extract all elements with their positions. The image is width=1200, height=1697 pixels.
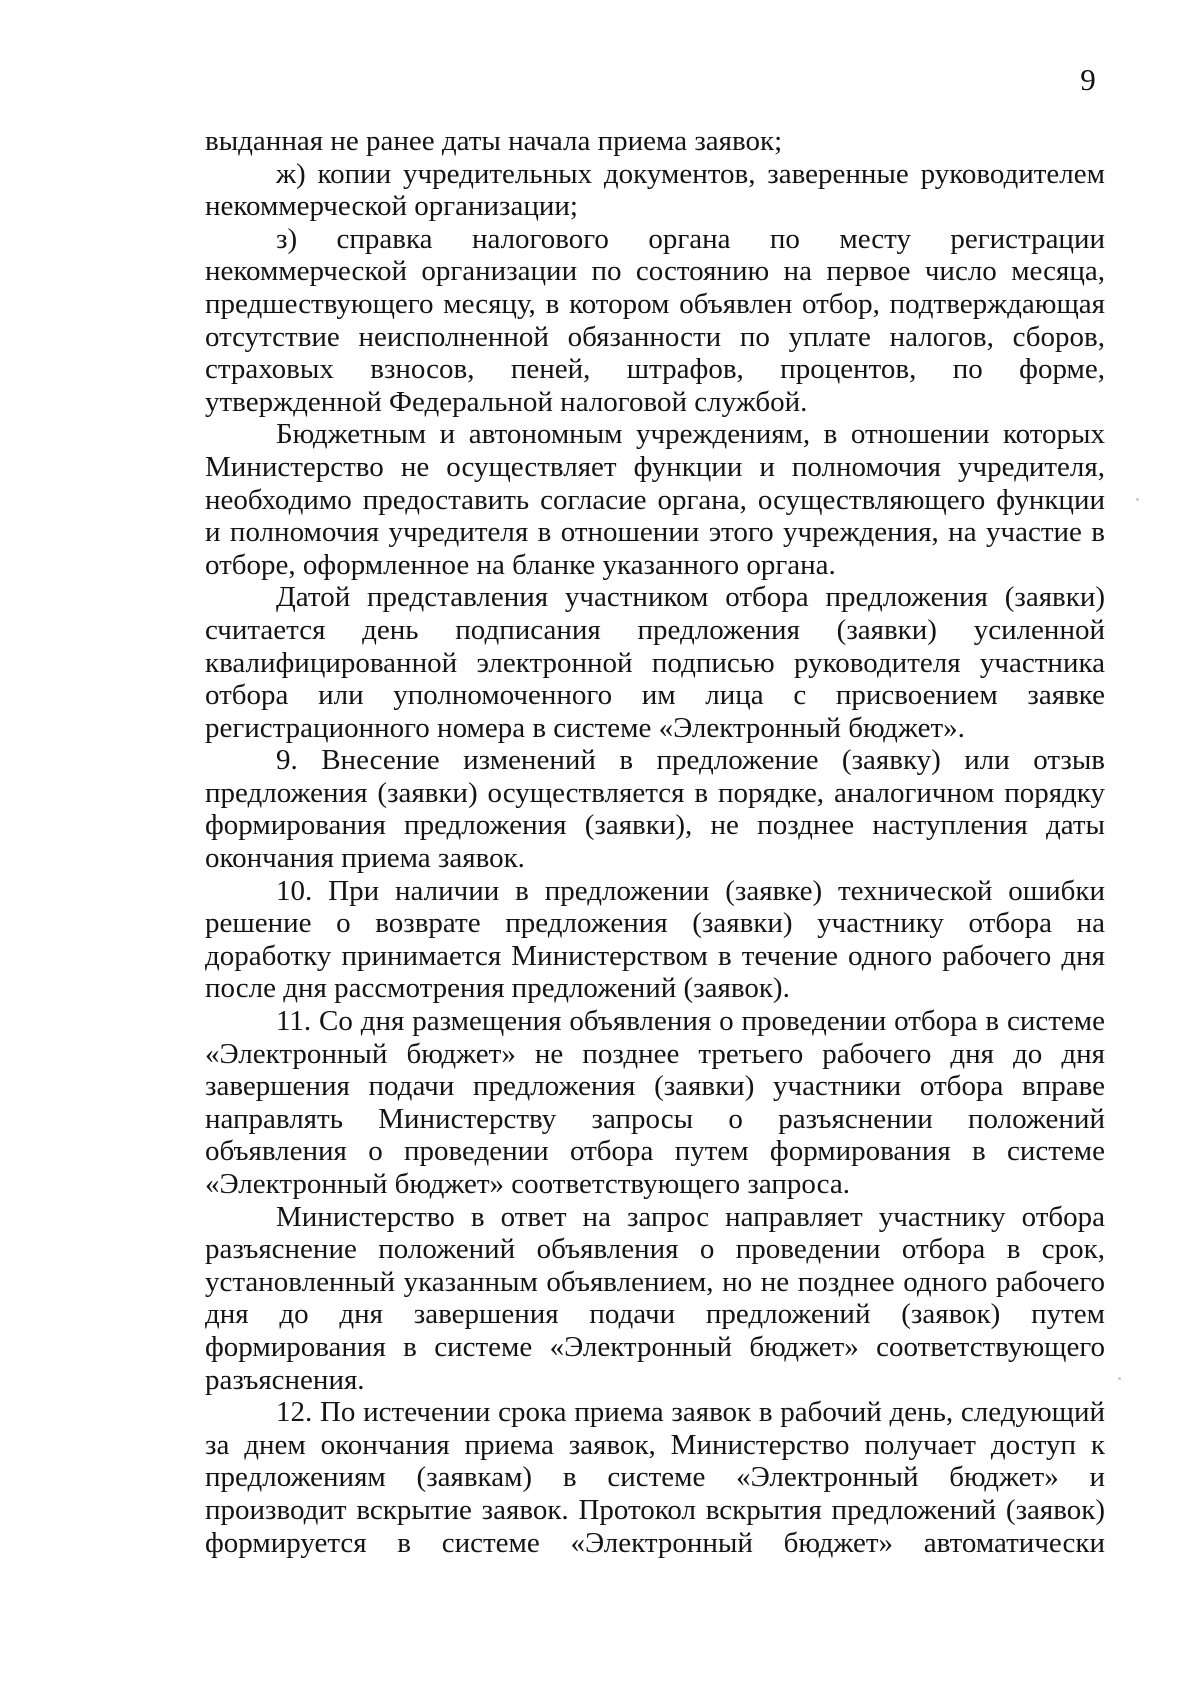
paragraph-continuation: выданная не ранее даты начала приема заявок;: [205, 125, 783, 157]
document-body: [205, 125, 1105, 1559]
paragraph-clause-9: 9. Внесение изменений в предложение (заявку) или отзыв предложения (заявки) осуществляется в порядке, аналогичном порядку формирования предложения (заявки), не позднее наступления даты окончания приема заявок.: [205, 744, 1105, 875]
scan-speck: [1136, 498, 1139, 501]
paragraph-clause-10: 10. При наличии в предложении (заявке) технической ошибки решение о возврате предложения (заявки) участнику отбора на доработку принимается Министерством в течение одного рабочего дня после дня рассмотрения предложений (заявок).: [205, 874, 1105, 1005]
paragraph-clause-12: 12. По истечении срока приема заявок в рабочий день, следующий за днем окончания приема заявок, Министерство получает доступ к предложениям (заявкам) в системе «Электронный бюджет» и производит вскрытие заявок. Протокол вскрытия предложений (заявок) формируется в системе «Электронный бюджет» автоматически: [205, 1396, 1105, 1559]
scan-speck: [1118, 1377, 1121, 1380]
paragraph-item-zh: ж) копии учредительных документов, заверенные руководителем некоммерческой организации;: [205, 157, 1105, 223]
paragraph-item-z: з) справка налогового органа по месту регистрации некоммерческой организации по состоянию на первое число месяца, предшествующего месяцу, в котором объявлен отбор, подтверждающая отсутствие неисполненной обязанности по уплате налогов, сборов, страховых взносов, пеней, штрафов, процентов, по форме, утвержденной Федеральной налоговой службой.: [205, 222, 1105, 418]
page-number: 9: [1080, 62, 1096, 97]
paragraph-ministry-response: Министерство в ответ на запрос направляет участнику отбора разъяснение положений объявления о проведении отбора в срок, установленный указанным объявлением, но не позднее одного рабочего дня до дня завершения подачи предложений (заявок) путем формирования в системе «Электронный бюджет» соответствующего разъяснения.: [205, 1200, 1105, 1396]
paragraph-clause-11: 11. Со дня размещения объявления о проведении отбора в системе «Электронный бюджет» не позднее третьего рабочего дня до дня завершения подачи предложения (заявки) участники отбора вправе направлять Министерству запросы о разъяснении положений объявления о проведении отбора путем формирования в системе «Электронный бюджет» соответствующего запроса.: [205, 1005, 1105, 1200]
paragraph-budget-institutions: Бюджетным и автономным учреждениям, в отношении которых Министерство не осуществляет функции и полномочия учредителя, необходимо предоставить согласие органа, осуществляющего функции и полномочия учредителя в отношении этого учреждения, на участие в отборе, оформленное на бланке указанного органа.: [205, 418, 1105, 581]
paragraph-submission-date: Датой представления участником отбора предложения (заявки) считается день подписания предложения (заявки) усиленной квалифицированной электронной подписью руководителя участника отбора или уполномоченного им лица с присвоением заявке регистрационного номера в системе «Электронный бюджет».: [205, 581, 1105, 744]
